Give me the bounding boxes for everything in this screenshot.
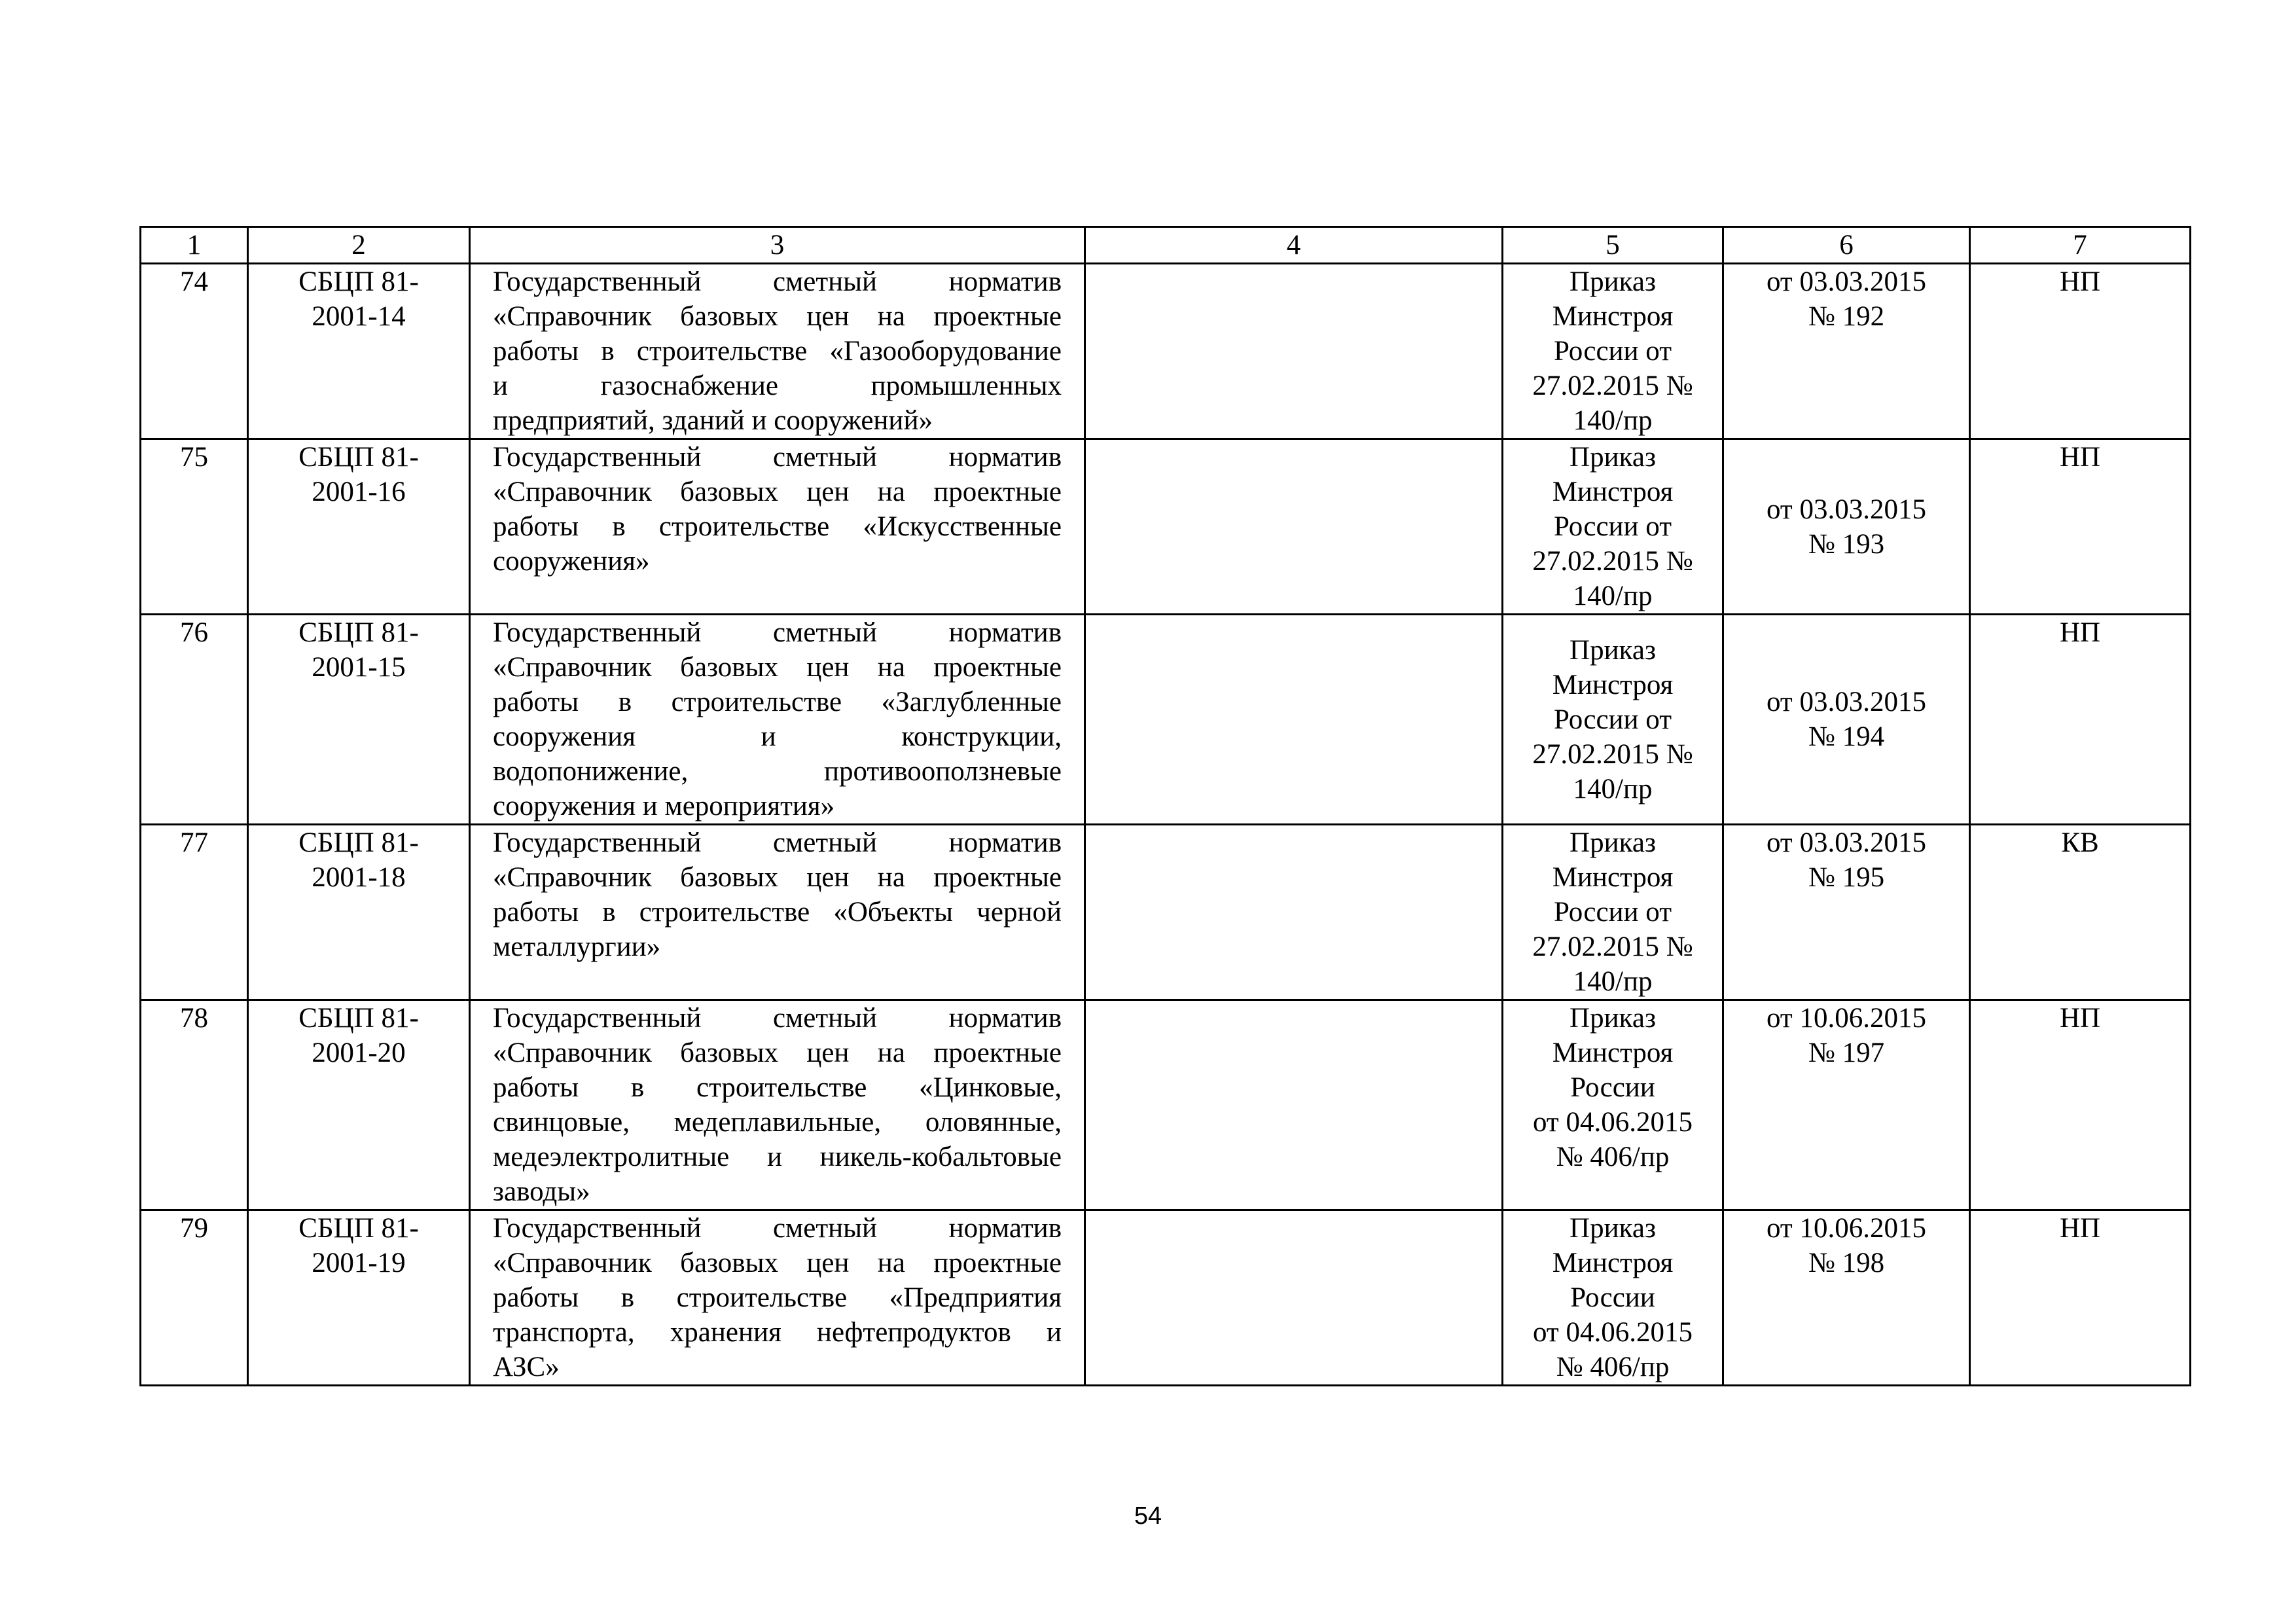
title-line: Государственный сметный норматив bbox=[493, 1003, 1062, 1034]
registration-date bbox=[1723, 439, 1970, 615]
norm-code-line: 2001-15 bbox=[312, 652, 406, 683]
approval-order bbox=[1503, 825, 1723, 1000]
title-line: работы в строительстве «Заглубленные bbox=[493, 687, 1062, 717]
title-line: металлургии» bbox=[493, 931, 661, 962]
title-line: Государственный сметный норматив bbox=[493, 827, 1062, 858]
page-number: 54 bbox=[1134, 1502, 1162, 1530]
approval-order bbox=[1503, 439, 1723, 615]
table-row bbox=[141, 825, 2191, 1000]
order-line: 27.02.2015 № bbox=[1532, 546, 1693, 577]
empty-cell bbox=[1085, 615, 1503, 825]
approval-order bbox=[1503, 264, 1723, 439]
title-line: заводы» bbox=[493, 1176, 590, 1207]
norm-code-line: СБЦП 81- bbox=[298, 266, 419, 297]
title-line: «Справочник базовых цен на проектные bbox=[493, 862, 1062, 893]
order-line: № 406/пр bbox=[1556, 1352, 1670, 1382]
header-col-3: 3 bbox=[470, 227, 1085, 264]
norm-title bbox=[470, 439, 1085, 615]
title-line: работы в строительстве «Предприятия bbox=[493, 1282, 1062, 1313]
row-number: 77 bbox=[141, 825, 248, 1000]
norm-title bbox=[470, 1000, 1085, 1210]
norm-code-line: 2001-16 bbox=[312, 477, 406, 507]
title-line: предприятий, зданий и сооружений» bbox=[493, 405, 933, 436]
header-col-4: 4 bbox=[1085, 227, 1503, 264]
date-line: от 03.03.2015 bbox=[1767, 687, 1926, 717]
header-col-5: 5 bbox=[1503, 227, 1723, 264]
empty-cell bbox=[1085, 825, 1503, 1000]
norm-code-line: 2001-20 bbox=[312, 1038, 406, 1068]
title-line: сооружения и мероприятия» bbox=[493, 791, 835, 821]
order-line: Минстроя bbox=[1552, 477, 1674, 507]
norm-code bbox=[248, 1210, 470, 1386]
title-line: работы в строительстве «Искусственные bbox=[493, 511, 1062, 542]
approval-order bbox=[1503, 1000, 1723, 1210]
norm-code-line: СБЦП 81- bbox=[298, 1213, 419, 1244]
order-line: России bbox=[1570, 1072, 1655, 1103]
registration-date bbox=[1723, 264, 1970, 439]
status-code: НП bbox=[1970, 615, 2191, 825]
registration-date bbox=[1723, 825, 1970, 1000]
title-line: сооружения и конструкции, bbox=[493, 721, 1062, 752]
approval-order bbox=[1503, 1210, 1723, 1386]
norm-title bbox=[470, 264, 1085, 439]
order-line: России от bbox=[1553, 336, 1672, 367]
date-line: от 10.06.2015 bbox=[1767, 1003, 1926, 1034]
order-line: Приказ bbox=[1570, 266, 1656, 297]
title-line: «Справочник базовых цен на проектные bbox=[493, 652, 1062, 683]
order-line: Приказ bbox=[1570, 1003, 1656, 1034]
title-line: «Справочник базовых цен на проектные bbox=[493, 1038, 1062, 1068]
title-line: «Справочник базовых цен на проектные bbox=[493, 477, 1062, 507]
order-line: от 04.06.2015 bbox=[1533, 1107, 1693, 1138]
order-line: № 406/пр bbox=[1556, 1142, 1670, 1172]
row-number: 74 bbox=[141, 264, 248, 439]
norm-code-line: 2001-19 bbox=[312, 1248, 406, 1278]
norm-code-line: СБЦП 81- bbox=[298, 1003, 419, 1034]
row-number: 79 bbox=[141, 1210, 248, 1386]
row-number: 75 bbox=[141, 439, 248, 615]
title-line: работы в строительстве «Объекты черной bbox=[493, 897, 1062, 928]
norm-code bbox=[248, 1000, 470, 1210]
order-line: Минстроя bbox=[1552, 669, 1674, 700]
header-col-7: 7 bbox=[1970, 227, 2191, 264]
title-line: «Справочник базовых цен на проектные bbox=[493, 1248, 1062, 1278]
date-line: от 03.03.2015 bbox=[1767, 494, 1926, 525]
order-line: 140/пр bbox=[1573, 966, 1653, 997]
header-col-6: 6 bbox=[1723, 227, 1970, 264]
title-line: и газоснабжение промышленных bbox=[493, 370, 1062, 401]
row-number: 76 bbox=[141, 615, 248, 825]
order-line: России от bbox=[1553, 704, 1672, 735]
date-line: № 198 bbox=[1808, 1248, 1885, 1278]
title-line: АЗС» bbox=[493, 1352, 560, 1382]
header-row bbox=[141, 227, 2191, 264]
date-line: от 03.03.2015 bbox=[1767, 827, 1926, 858]
date-line: № 197 bbox=[1808, 1038, 1885, 1068]
registry-table bbox=[139, 226, 2191, 1386]
order-line: 140/пр bbox=[1573, 581, 1653, 611]
order-line: Минстроя bbox=[1552, 1248, 1674, 1278]
empty-cell bbox=[1085, 1210, 1503, 1386]
title-line: «Справочник базовых цен на проектные bbox=[493, 301, 1062, 332]
order-line: России от bbox=[1553, 897, 1672, 928]
norm-title bbox=[470, 1210, 1085, 1386]
norm-code-line: СБЦП 81- bbox=[298, 617, 419, 648]
order-line: 140/пр bbox=[1573, 773, 1653, 804]
order-line: России от bbox=[1553, 511, 1672, 542]
order-line: Приказ bbox=[1570, 634, 1656, 666]
table-row bbox=[141, 615, 2191, 825]
order-line: России bbox=[1570, 1282, 1655, 1313]
header-col-2: 2 bbox=[248, 227, 470, 264]
norm-code-line: СБЦП 81- bbox=[298, 442, 419, 473]
approval-order bbox=[1503, 615, 1723, 825]
order-line: 27.02.2015 № bbox=[1532, 931, 1693, 962]
norm-code-line: СБЦП 81- bbox=[298, 827, 419, 858]
title-line: свинцовые, медеплавильные, оловянные, bbox=[493, 1107, 1062, 1138]
order-line: Приказ bbox=[1570, 442, 1656, 473]
order-line: Минстроя bbox=[1552, 862, 1674, 893]
order-line: 27.02.2015 № bbox=[1532, 370, 1693, 401]
order-line: Минстроя bbox=[1552, 301, 1674, 332]
status-code: НП bbox=[1970, 1000, 2191, 1210]
header-col-1: 1 bbox=[141, 227, 248, 264]
registration-date bbox=[1723, 1000, 1970, 1210]
date-line: № 193 bbox=[1808, 528, 1885, 560]
norm-code bbox=[248, 439, 470, 615]
norm-code bbox=[248, 825, 470, 1000]
empty-cell bbox=[1085, 1000, 1503, 1210]
date-line: от 10.06.2015 bbox=[1767, 1213, 1926, 1244]
norm-code-line: 2001-14 bbox=[312, 301, 406, 332]
order-line: Приказ bbox=[1570, 1213, 1656, 1244]
table-row bbox=[141, 1210, 2191, 1386]
registration-date bbox=[1723, 615, 1970, 825]
order-line: 27.02.2015 № bbox=[1532, 738, 1693, 770]
registration-date bbox=[1723, 1210, 1970, 1386]
title-line: Государственный сметный норматив bbox=[493, 266, 1062, 297]
title-line: Государственный сметный норматив bbox=[493, 1213, 1062, 1244]
date-line: № 195 bbox=[1808, 862, 1885, 893]
row-number: 78 bbox=[141, 1000, 248, 1210]
date-line: от 03.03.2015 bbox=[1767, 266, 1926, 297]
title-line: Государственный сметный норматив bbox=[493, 617, 1062, 648]
table-row bbox=[141, 264, 2191, 439]
status-code: НП bbox=[1970, 439, 2191, 615]
date-line: № 192 bbox=[1808, 301, 1885, 332]
order-line: от 04.06.2015 bbox=[1533, 1317, 1693, 1348]
title-line: работы в строительстве «Цинковые, bbox=[493, 1072, 1062, 1103]
status-code: НП bbox=[1970, 1210, 2191, 1386]
order-line: Минстроя bbox=[1552, 1038, 1674, 1068]
status-code: КВ bbox=[1970, 825, 2191, 1000]
order-line: Приказ bbox=[1570, 827, 1656, 858]
norm-code bbox=[248, 264, 470, 439]
date-line: № 194 bbox=[1808, 721, 1885, 752]
norm-title bbox=[470, 615, 1085, 825]
norm-title bbox=[470, 825, 1085, 1000]
table-row bbox=[141, 439, 2191, 615]
title-line: водопонижение, противооползневые bbox=[493, 756, 1062, 787]
status-code: НП bbox=[1970, 264, 2191, 439]
table-row bbox=[141, 1000, 2191, 1210]
empty-cell bbox=[1085, 439, 1503, 615]
empty-cell bbox=[1085, 264, 1503, 439]
norm-code-line: 2001-18 bbox=[312, 862, 406, 893]
norm-code bbox=[248, 615, 470, 825]
title-line: работы в строительстве «Газооборудование bbox=[493, 336, 1062, 367]
title-line: транспорта, хранения нефтепродуктов и bbox=[493, 1317, 1062, 1348]
title-line: медеэлектролитные и никель-кобальтовые bbox=[493, 1142, 1062, 1172]
title-line: сооружения» bbox=[493, 546, 650, 577]
order-line: 140/пр bbox=[1573, 405, 1653, 436]
title-line: Государственный сметный норматив bbox=[493, 442, 1062, 473]
